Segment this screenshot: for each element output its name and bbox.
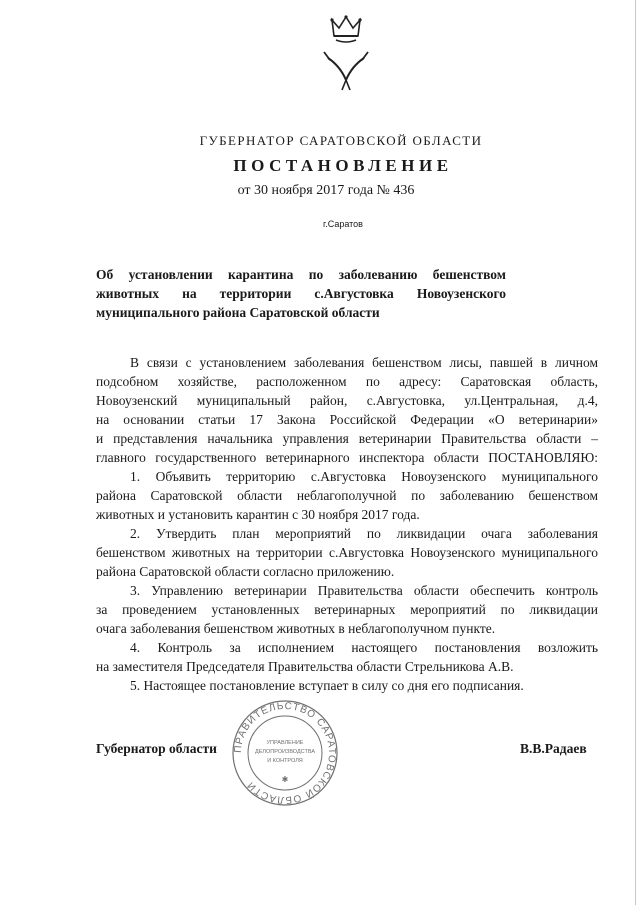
body-line: очага заболевания бешенством животных в неблагополучном пункте. [96,621,496,636]
title-line: животных на территории с.Августовка Новоузенского [96,286,506,301]
document-city: г.Саратов [323,219,363,229]
item-3-paragraph [96,581,598,638]
body-line: за проведением установленных ветеринарных мероприятий по ликвидации [96,602,598,617]
signatory-name: В.В.Радаев [520,741,587,756]
official-stamp-seal [230,698,340,808]
document-type-heading: ПОСТАНОВЛЕНИЕ [233,156,453,175]
item-2-paragraph [96,524,598,581]
document-title [96,265,506,322]
seal-ring-text: ПРАВИТЕЛЬСТВО САРАТОВСКОЙ ОБЛАСТИ [232,700,338,806]
body-line: на основании статьи 17 Закона Российской Федерации «О ветеринарии» [96,412,598,427]
item-5-paragraph [96,676,598,695]
body-line: 4. Контроль за исполнением настоящего постановления возложить [130,640,598,655]
signatory-position: Губернатор области [96,741,217,756]
body-line: района Саратовской области неблагополучной по заболеванию бешенством [96,488,598,503]
body-line: бешенством животных на территории с.Августовка Новоузенского муниципального [96,545,598,560]
document-date-number: от 30 ноября 2017 года № 436 [237,183,415,198]
intro-paragraph [96,353,598,467]
body-line: В связи с установлением заболевания бешенством лисы, павшей в личном [130,355,598,370]
body-line: 5. Настоящее постановление вступает в силу со дня его подписания. [130,678,524,693]
item-1-paragraph [96,467,598,524]
body-line: и представления начальника управления ветеринарии Правительства области – [96,431,598,446]
body-line: 1. Объявить территорию с.Августовка Новоузенского муниципального [130,469,598,484]
document-body [96,353,598,695]
body-line: 3. Управлению ветеринарии Правительства области обеспечить контроль [130,583,598,598]
title-line: муниципального района Саратовской области [96,305,380,320]
body-line: района Саратовской области согласно приложению. [96,564,395,579]
seal-star-icon: ✱ [281,775,289,784]
body-line: подсобном хозяйстве, расположенном по адресу: Саратовская область, [96,374,598,389]
issuing-authority: ГУБЕРНАТОР САРАТОВСКОЙ ОБЛАСТИ [199,133,483,148]
body-line: 2. Утвердить план мероприятий по ликвидации очага заболевания [130,526,598,541]
coat-of-arms-emblem [318,14,374,94]
item-4-paragraph [96,638,598,676]
title-line: Об установлении карантина по заболеванию бешенством [96,267,506,282]
seal-inner-line: И КОНТРОЛЯ [267,758,303,764]
seal-inner-line: ДЕЛОПРОИЗВОДСТВА [254,749,316,755]
body-line: на заместителя Председателя Правительства области Стрельникова А.В. [96,659,514,674]
body-line: животных и установить карантин с 30 ноября 2017 года. [96,507,420,522]
seal-inner-line: УПРАВЛЕНИЕ [266,740,304,746]
body-line: главного государственного ветеринарного инспектора области ПОСТАНОВЛЯЮ: [96,450,598,465]
body-line: Новоузенский муниципальный район, с.Августовка, ул.Центральная, д.4, [96,393,598,408]
